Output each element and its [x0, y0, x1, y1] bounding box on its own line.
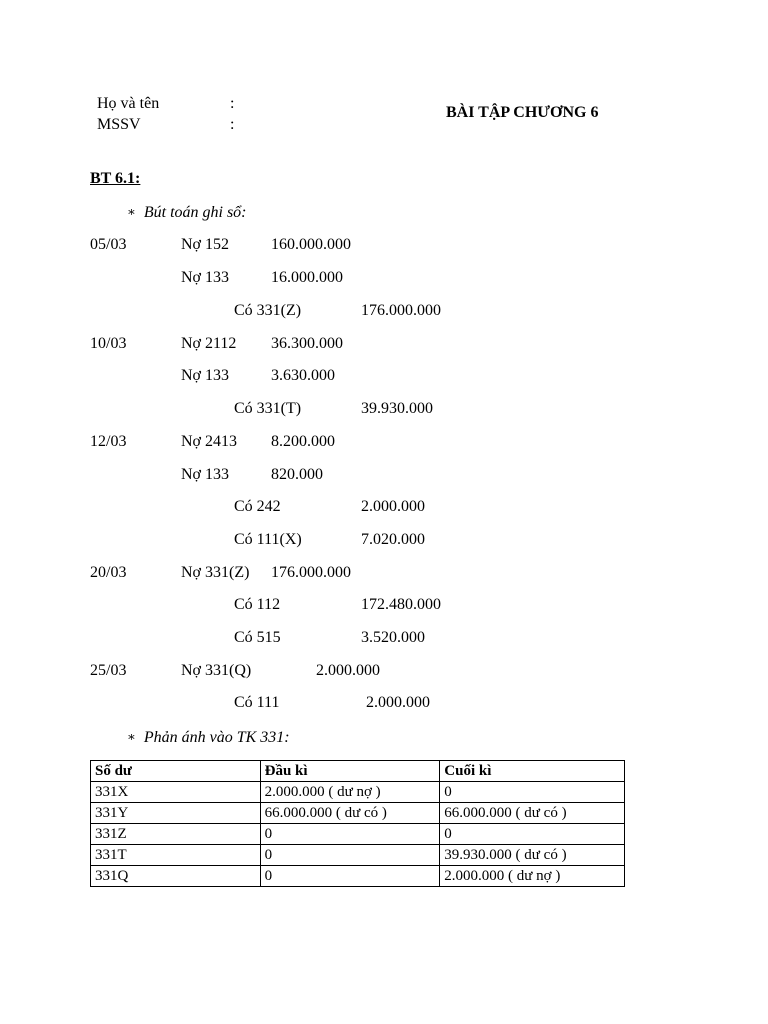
- table-cell: 2.000.000 ( dư nợ ): [440, 866, 625, 887]
- column-header-closing: Cuối kì: [440, 761, 625, 782]
- table-cell: 331X: [91, 782, 261, 803]
- entry-amount: 39.930.000: [361, 400, 433, 417]
- entry-account: Nợ 331(Z): [181, 564, 250, 581]
- entry-account: Nợ 152: [181, 236, 230, 253]
- section-title: Bút toán ghi sổ:: [143, 204, 247, 221]
- entry-account: Nợ 331(Q): [181, 662, 252, 679]
- entry-date: 25/03: [90, 662, 127, 679]
- entry-account: Có 112: [234, 596, 281, 613]
- entry-date: 12/03: [90, 433, 127, 450]
- entry-amount: 176.000.000: [271, 564, 351, 581]
- entry-amount: 172.480.000: [361, 596, 441, 613]
- table-cell: 331Y: [91, 803, 261, 824]
- entry-account: Nợ 133: [181, 466, 230, 483]
- entry-amount: 36.300.000: [271, 335, 343, 352]
- table-cell: 0: [260, 845, 440, 866]
- entry-amount: 2.000.000: [316, 662, 380, 679]
- entry-account: Có 331(Z): [234, 302, 302, 319]
- table-header-row: [91, 761, 625, 782]
- section-account-331: [127, 728, 290, 748]
- table-cell: 66.000.000 ( dư có ): [260, 803, 440, 824]
- student-id-colon: :: [230, 116, 235, 133]
- table-row: [91, 782, 625, 803]
- entry-account: Nợ 2413: [181, 433, 238, 450]
- table-cell: 0: [440, 782, 625, 803]
- student-id-label: MSSV: [97, 116, 141, 133]
- table-cell: 66.000.000 ( dư có ): [440, 803, 625, 824]
- entry-account: Nợ 133: [181, 269, 230, 286]
- table-cell: 2.000.000 ( dư nợ ): [260, 782, 440, 803]
- entry-amount: 3.630.000: [271, 367, 335, 384]
- entry-account: Có 331(T): [234, 400, 302, 417]
- entry-amount: 8.200.000: [271, 433, 335, 450]
- entry-amount: 16.000.000: [271, 269, 343, 286]
- table-cell: 331Z: [91, 824, 261, 845]
- exercise-title: BT 6.1:: [90, 170, 141, 187]
- name-colon: :: [230, 95, 235, 112]
- table-cell: 39.930.000 ( dư có ): [440, 845, 625, 866]
- table-row: [91, 866, 625, 887]
- entry-amount: 176.000.000: [361, 302, 441, 319]
- section-journal-entries: [127, 203, 247, 223]
- document-title: BÀI TẬP CHƯƠNG 6: [446, 104, 599, 121]
- name-label: Họ và tên: [97, 95, 160, 112]
- table-cell: 331T: [91, 845, 261, 866]
- bullet-icon: ∗: [127, 204, 136, 219]
- table-cell: 331Q: [91, 866, 261, 887]
- entry-date: 20/03: [90, 564, 127, 581]
- entry-date: 10/03: [90, 335, 127, 352]
- table-cell: 0: [260, 866, 440, 887]
- table-row: [91, 824, 625, 845]
- account-331-table: [90, 760, 625, 887]
- entry-account: Nợ 2112: [181, 335, 237, 352]
- entry-amount: 2.000.000: [361, 498, 425, 515]
- entry-amount: 820.000: [271, 466, 323, 483]
- entry-date: 05/03: [90, 236, 127, 253]
- entry-account: Có 111: [234, 694, 280, 711]
- entry-amount: 160.000.000: [271, 236, 351, 253]
- section-title: Phản ánh vào TK 331:: [143, 729, 290, 746]
- table-cell: 0: [440, 824, 625, 845]
- entry-account: Có 515: [234, 629, 281, 646]
- table-cell: 0: [260, 824, 440, 845]
- entry-account: Có 242: [234, 498, 281, 515]
- entry-amount: 2.000.000: [366, 694, 430, 711]
- column-header-balance: Số dư: [91, 761, 261, 782]
- entry-account: Nợ 133: [181, 367, 230, 384]
- column-header-opening: Đầu kì: [260, 761, 440, 782]
- table-row: [91, 803, 625, 824]
- entry-amount: 3.520.000: [361, 629, 425, 646]
- bullet-icon: ∗: [127, 729, 136, 744]
- table-row: [91, 845, 625, 866]
- entry-account: Có 111(X): [234, 531, 302, 548]
- entry-amount: 7.020.000: [361, 531, 425, 548]
